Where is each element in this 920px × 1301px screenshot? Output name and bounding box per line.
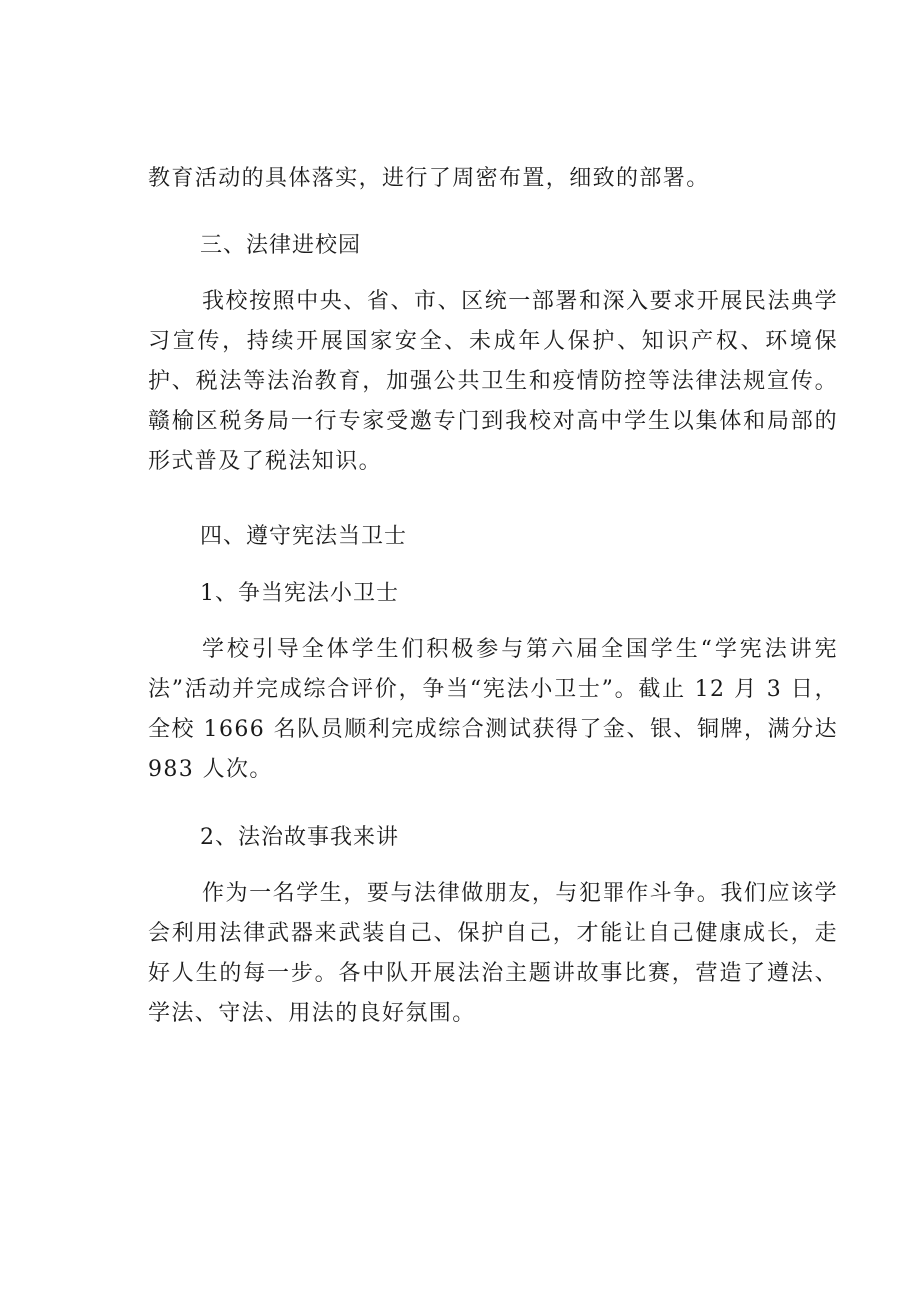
subsection-heading-little-guard: 1、争当宪法小卫士 bbox=[200, 581, 399, 606]
paragraph-law-stories: 作为一名学生，要与法律做朋友，与犯罪作斗争。我们应该学会利用法律武器来武装自己、保护自己，才能让自己健康成长，走好人生的每一步。各中队开展法治主题讲故事比赛，营造了遵法、学法、守法、用法的良好氛围。 bbox=[148, 881, 838, 1026]
paragraph-little-guard: 学校引导全体学生们积极参与第六届全国学生“学宪法讲宪法”活动并完成综合评价，争当“宪法小卫士”。截止 12 月 3 日，全校 1666 名队员顺利完成综合测试获得了金、银、铜牌，满分达 983 人次。 bbox=[148, 637, 838, 782]
section-heading-law-into-campus: 三、法律进校园 bbox=[200, 233, 362, 258]
paragraph-law-into-campus: 我校按照中央、省、市、区统一部署和深入要求开展民法典学习宣传，持续开展国家安全、未成年人保护、知识产权、环境保护、税法等法治教育，加强公共卫生和疫情防控等法律法规宣传。赣榆区税务局一行专家受邀专门到我校对高中学生以集体和局部的形式普及了税法知识。 bbox=[148, 289, 838, 474]
paragraph-continuation: 教育活动的具体落实，进行了周密布置，细致的部署。 bbox=[148, 166, 710, 191]
subsection-heading-law-stories: 2、法治故事我来讲 bbox=[200, 825, 399, 850]
section-heading-constitution-guard: 四、遵守宪法当卫士 bbox=[200, 524, 408, 549]
